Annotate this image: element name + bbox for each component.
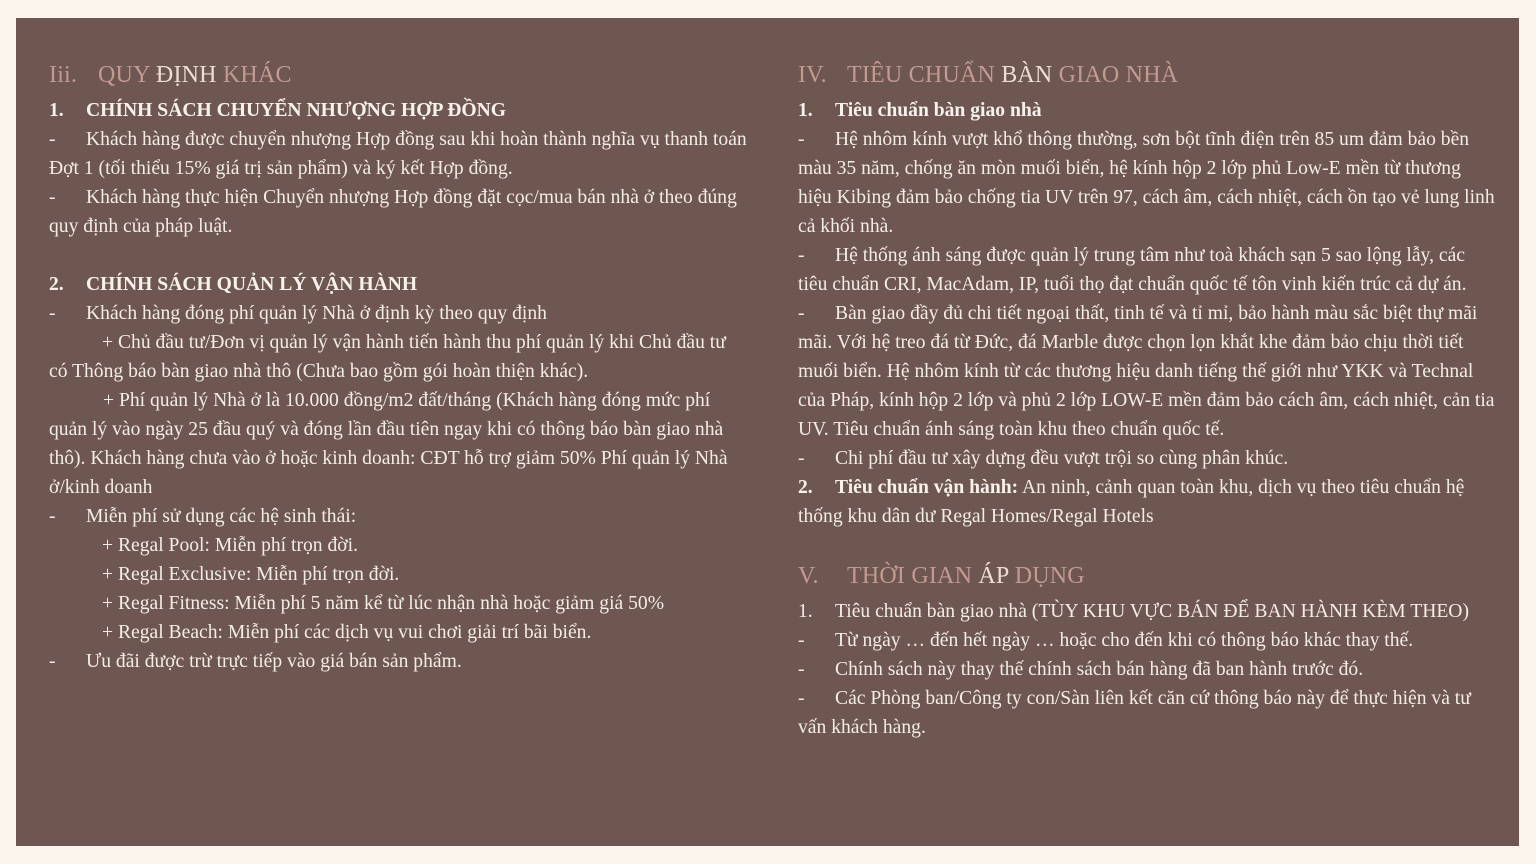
- bullet-text: Hệ nhôm kính vượt khổ thông thường, sơn bột tĩnh điện trên 85 um đảm bảo bền màu 35 năm, chống ăn mòn muối biển, hệ kính hộp 2 lớp phủ Low-E mền từ thương hiệu Kibing đảm bảo chống tia UV trên 97, cách âm, cách nhiệt, cách ồn tạo vẻ lung linh cả khối nhà.: [798, 129, 1495, 237]
- ecosystem-item: + Regal Beach: Miễn phí các dịch vụ vui chơi giải trí bãi biển.: [102, 622, 592, 643]
- subheading-number: 1.: [798, 100, 813, 121]
- dash-marker: -: [49, 187, 56, 208]
- subheading-number: 1.: [798, 601, 813, 622]
- section-title-part: QUY: [98, 62, 156, 88]
- bullet-text: Khách hàng thực hiện Chuyển nhượng Hợp đồng đặt cọc/mua bán nhà ở theo đúng quy định của pháp luật.: [49, 187, 737, 237]
- operation-standard-text: An ninh, cảnh quan toàn khu, dịch vụ theo tiêu chuẩn hệ thống khu dân dư Regal Homes/Regal Hotels: [798, 477, 1465, 527]
- bullet-text: Từ ngày … đến hết ngày … hoặc cho đến khi có thông báo khác thay thế.: [835, 630, 1414, 651]
- dash-marker: -: [49, 303, 56, 324]
- subheading-text: Tiêu chuẩn bàn giao nhà (TÙY KHU VỰC BÁN ĐỂ BAN HÀNH KÈM THEO): [835, 601, 1469, 622]
- bullet-text: Chi phí đầu tư xây dựng đều vượt trội so cùng phân khúc.: [835, 448, 1289, 469]
- right-column: [798, 60, 1498, 742]
- section-title-other-regulations: [49, 60, 749, 90]
- bullet-text: Hệ thống ánh sáng được quản lý trung tâm như toà khách sạn 5 sao lộng lẫy, các tiêu chuẩn CRI, MacAdam, IP, tuổi thọ đạt chuẩn quốc tế tôn vinh kiến trúc cả dự án.: [798, 245, 1467, 295]
- ecosystem-item: + Regal Fitness: Miễn phí 5 năm kể từ lúc nhận nhà hoặc giảm giá 50%: [102, 593, 665, 614]
- bullet-item: [798, 125, 1498, 241]
- subheading-text: CHÍNH SÁCH CHUYỂN NHƯỢNG HỢP ĐỒNG: [86, 100, 507, 121]
- section-title-handover-standards: [798, 60, 1498, 90]
- plus-item: + Phí quản lý Nhà ở là 10.000 đồng/m2 đất/tháng (Khách hàng đóng mức phí quản lý vào ngày 25 đầu quý và đóng lần đầu tiên ngay khi có thông báo bàn giao nhà thô). Khách hàng chưa vào ở hoặc kinh doanh: CĐT hỗ trợ giảm 50% Phí quản lý Nhà ở/kinh doanh: [49, 390, 728, 498]
- subheading-number: 1.: [49, 100, 64, 121]
- dash-marker: -: [798, 245, 805, 266]
- bullet-item: [798, 626, 1498, 655]
- subheading-contract-transfer: [49, 96, 749, 125]
- bullet-text: Chính sách này thay thế chính sách bán hàng đã ban hành trước đó.: [835, 659, 1364, 680]
- dash-marker: -: [49, 651, 56, 672]
- dash-marker: -: [798, 688, 805, 709]
- ecosystem-item: + Regal Exclusive: Miễn phí trọn đời.: [102, 564, 400, 585]
- section-number: Iii.: [49, 62, 78, 88]
- subheading-text: CHÍNH SÁCH QUẢN LÝ VẬN HÀNH: [86, 274, 418, 295]
- subheading-text: Tiêu chuẩn vận hành:: [835, 477, 1019, 498]
- section-title-part: ĐỊNH: [155, 62, 217, 88]
- bullet-item: [49, 183, 749, 241]
- section-title-effective-period: [798, 561, 1498, 591]
- bullet-item: [798, 444, 1498, 473]
- dash-marker: -: [49, 129, 56, 150]
- dash-marker: -: [798, 448, 805, 469]
- bullet-text: Bàn giao đầy đủ chi tiết ngoại thất, tinh tế và tỉ mỉ, bảo hành màu sắc biệt thự mãi mãi. Với hệ treo đá từ Đức, đá Marble được chọn lọn khắt khe đảm bảo chịu thời tiết muối biển. Hệ nhôm kính từ các thương hiệu danh tiếng thế giới như YKK và Technal của Pháp, kính hộp 2 lớp và phủ 2 lớp LOW-E mền đảm bảo cách âm, cách nhiệt, cản tia UV. Tiêu chuẩn ánh sáng toàn khu theo chuẩn quốc tế.: [798, 303, 1495, 440]
- left-column: [49, 60, 749, 676]
- section-number: IV.: [798, 62, 827, 88]
- section-title-part: ÁP: [978, 563, 1009, 589]
- section-title-part: DỤNG: [1008, 563, 1085, 589]
- bullet-text: Các Phòng ban/Công ty con/Sàn liên kết căn cứ thông báo này để thực hiện và tư vấn khách hàng.: [798, 688, 1471, 738]
- bullet-item: [798, 684, 1498, 742]
- bullet-item: [798, 299, 1498, 444]
- bullet-item: [798, 241, 1498, 299]
- bullet-text: Khách hàng được chuyển nhượng Hợp đồng sau khi hoàn thành nghĩa vụ thanh toán Đợt 1 (tối thiểu 15% giá trị sản phẩm) và ký kết Hợp đồng.: [49, 129, 747, 179]
- bullet-text: Miễn phí sử dụng các hệ sinh thái:: [86, 506, 357, 527]
- bullet-item: [798, 655, 1498, 684]
- bullet-item: [49, 647, 749, 676]
- ecosystem-item: + Regal Pool: Miễn phí trọn đời.: [102, 535, 358, 556]
- section-title-part: KHÁC: [216, 62, 292, 88]
- section-title-part: THỜI GIAN: [847, 563, 979, 589]
- section-title-part: BÀN: [1001, 62, 1053, 88]
- subheading-number: 2.: [49, 274, 64, 295]
- dash-marker: -: [798, 303, 805, 324]
- subheading-operation-management: [49, 270, 749, 299]
- dash-marker: -: [49, 506, 56, 527]
- dash-marker: -: [798, 129, 805, 150]
- plus-item: + Chủ đầu tư/Đơn vị quản lý vận hành tiến hành thu phí quản lý khi Chủ đầu tư có Thông báo bàn giao nhà thô (Chưa bao gồm gói hoàn thiện khác).: [49, 332, 726, 382]
- dash-marker: -: [798, 630, 805, 651]
- content-panel: [16, 18, 1519, 846]
- dash-marker: -: [798, 659, 805, 680]
- section-number: V.: [798, 563, 819, 589]
- bullet-item: [49, 125, 749, 183]
- operation-standard: [798, 473, 1498, 531]
- section-title-part: TIÊU CHUẨN: [847, 62, 1002, 88]
- subheading-number: 2.: [798, 477, 813, 498]
- bullet-text: Ưu đãi được trừ trực tiếp vào giá bán sản phẩm.: [86, 651, 462, 672]
- subheading-text: Tiêu chuẩn bàn giao nhà: [835, 100, 1042, 121]
- bullet-item: [49, 502, 749, 531]
- bullet-text: Khách hàng đóng phí quản lý Nhà ở định kỳ theo quy định: [86, 303, 547, 324]
- effective-subheading: [798, 597, 1498, 626]
- subheading-handover-standard: [798, 96, 1498, 125]
- bullet-item: [49, 299, 749, 328]
- section-title-part: GIAO NHÀ: [1052, 62, 1179, 88]
